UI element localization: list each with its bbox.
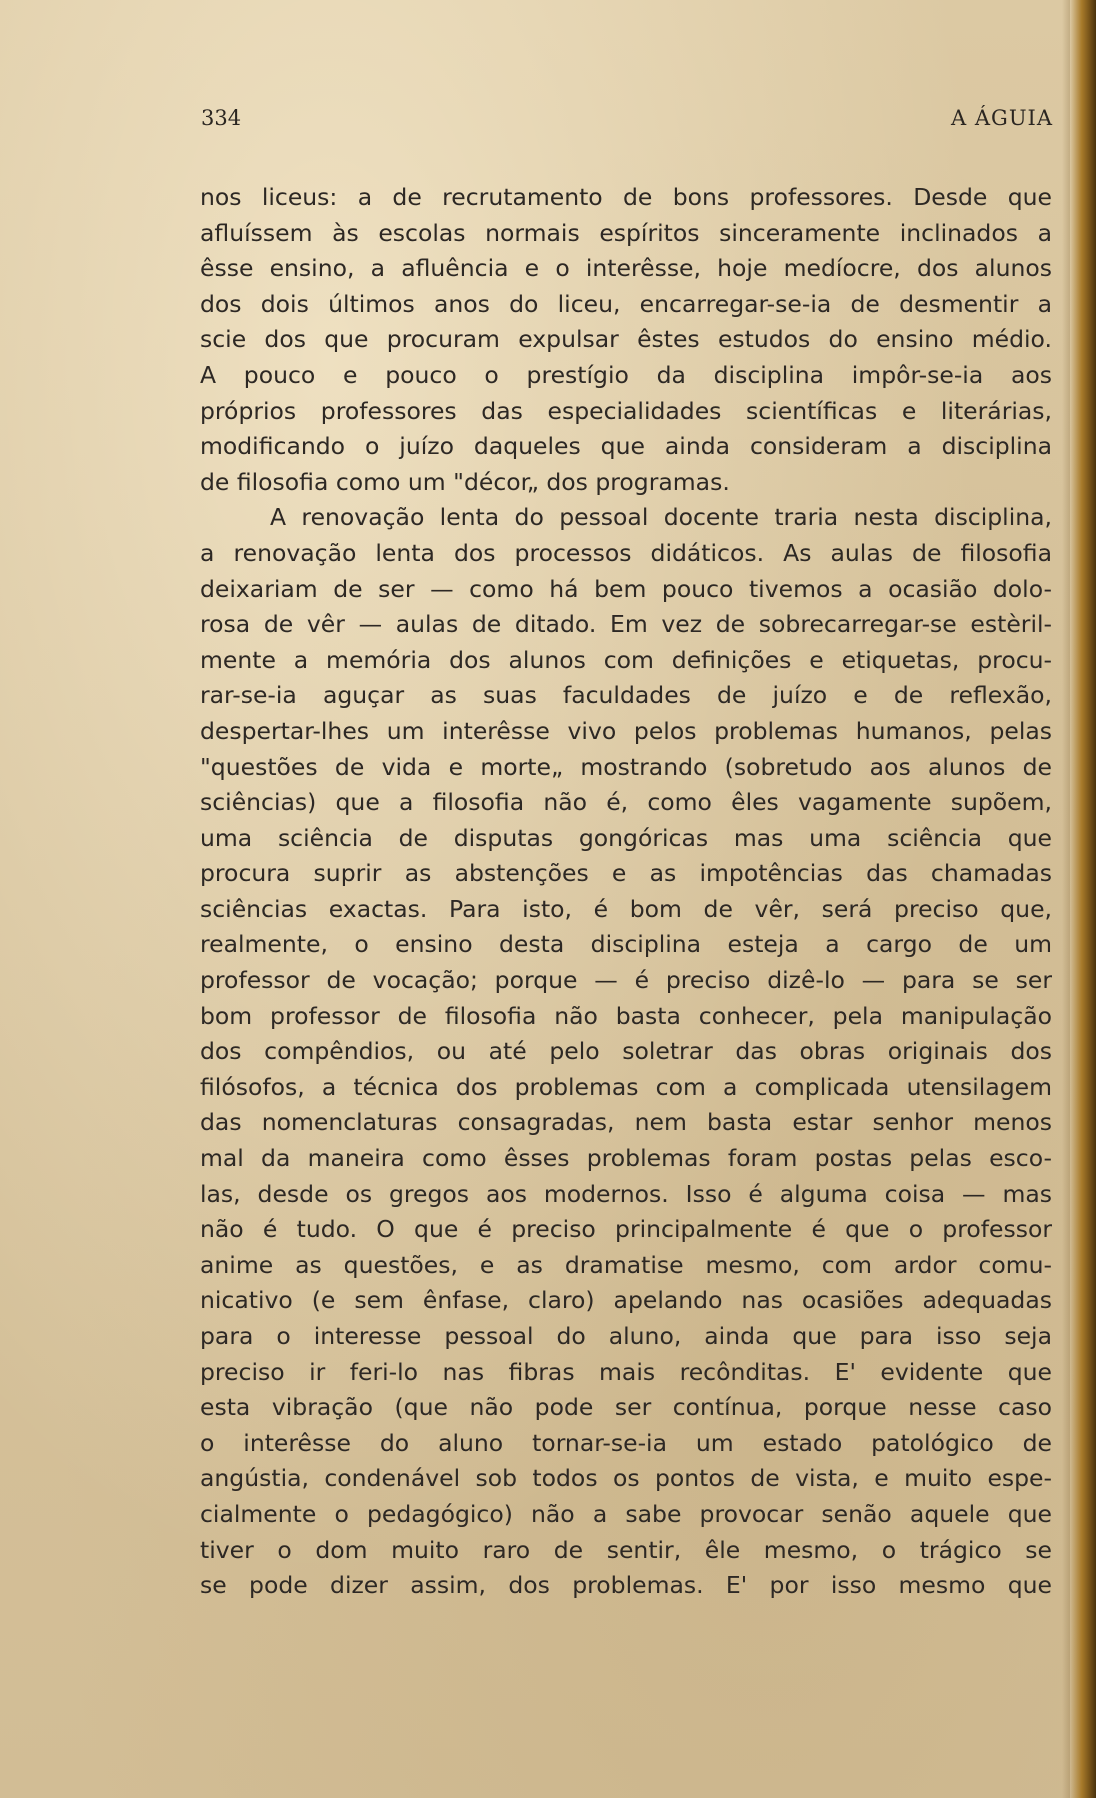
text-line: realmente, o ensino desta disciplina esteja a cargo de um [200, 930, 1052, 959]
text-line: cialmente o pedagógico) não a sabe provocar senão aquele que [200, 1499, 1052, 1528]
text-line: las, desde os gregos aos modernos. Isso é alguma coisa — mas [200, 1179, 1052, 1208]
running-head: A ÁGUIA [951, 106, 1053, 130]
body-text [200, 180, 1052, 1604]
text-line: a renovação lenta dos processos didáticos. As aulas de filosofia [200, 538, 1052, 567]
text-line: filósofos, a técnica dos problemas com a complicada utensilagem [200, 1072, 1052, 1101]
text-line: deixariam de ser — como há bem pouco tivemos a ocasião dolo- [200, 574, 1052, 603]
text-line: mente a memória dos alunos com definições e etiquetas, procu- [200, 645, 1052, 674]
text-line: afluíssem às escolas normais espíritos sinceramente inclinados a [200, 218, 1052, 247]
text-line: sciências exactas. Para isto, é bom de vêr, será preciso que, [200, 894, 1052, 923]
text-line: angústia, condenável sob todos os pontos de vista, e muito espe- [200, 1464, 1052, 1493]
text-line: próprios professores das especialidades scientíficas e literárias, [200, 396, 1052, 425]
text-line: uma sciência de disputas gongóricas mas uma sciência que [200, 823, 1052, 852]
text-line: anime as questões, e as dramatise mesmo, com ardor comu- [200, 1250, 1052, 1279]
text-line: dos dois últimos anos do liceu, encarregar-se-ia de desmentir a [200, 289, 1052, 318]
page-edge-shadow [1062, 0, 1070, 1798]
text-line: nicativo (e sem ênfase, claro) apelando nas ocasiões adequadas [200, 1286, 1052, 1315]
text-line: das nomenclaturas consagradas, nem basta estar senhor menos [200, 1108, 1052, 1137]
text-line: despertar-lhes um interêsse vivo pelos problemas humanos, pelas [200, 716, 1052, 745]
text-line: bom professor de filosofia não basta conhecer, pela manipulação [200, 1001, 1052, 1030]
text-line: procura suprir as abstenções e as impotências das chamadas [200, 859, 1052, 888]
text-line: professor de vocação; porque — é preciso dizê-lo — para se ser [200, 966, 1052, 995]
text-line: scie dos que procuram expulsar êstes estudos do ensino médio. [200, 325, 1052, 354]
text-line: A renovação lenta do pessoal docente traria nesta disciplina, [270, 503, 1052, 532]
text-line: dos compêndios, ou até pelo soletrar das obras originais dos [200, 1037, 1052, 1066]
text-line: A pouco e pouco o prestígio da disciplina impôr-se-ia aos [200, 360, 1052, 389]
text-line: o interêsse do aluno tornar-se-ia um estado patológico de [200, 1428, 1052, 1457]
text-line: sciências) que a filosofia não é, como êles vagamente supõem, [200, 788, 1052, 817]
text-line: para o interesse pessoal do aluno, ainda que para isso seja [200, 1322, 1052, 1350]
text-line: esta vibração (que não pode ser contínua, porque nesse caso [200, 1393, 1052, 1422]
text-line: modificando o juízo daqueles que ainda consideram a disciplina [200, 432, 1052, 461]
text-line: êsse ensino, a afluência e o interêsse, hoje medíocre, dos alunos [200, 254, 1052, 283]
text-line: de filosofia como um "décor„ dos programas. [200, 467, 730, 496]
page-edge [1070, 0, 1096, 1798]
text-line: rar-se-ia aguçar as suas faculdades de juízo e de reflexão, [200, 681, 1052, 710]
text-line: rosa de vêr — aulas de ditado. Em vez de sobrecarregar-se estèril- [200, 610, 1052, 639]
text-line: mal da maneira como êsses problemas foram postas pelas esco- [200, 1144, 1052, 1173]
text-line: se pode dizer assim, dos problemas. E' por isso mesmo que [200, 1571, 1052, 1600]
text-line: "questões de vida e morte„ mostrando (sobretudo aos alunos de [200, 752, 1052, 781]
text-line: tiver o dom muito raro de sentir, êle mesmo, o trágico se [200, 1535, 1052, 1564]
page-header [201, 106, 1053, 136]
text-line: não é tudo. O que é preciso principalmente é que o professor [200, 1215, 1052, 1244]
text-line: preciso ir feri-lo nas fibras mais recônditas. E' evidente que [200, 1357, 1052, 1386]
text-line: nos liceus: a de recrutamento de bons professores. Desde que [200, 183, 1052, 211]
page-number: 334 [201, 106, 242, 130]
